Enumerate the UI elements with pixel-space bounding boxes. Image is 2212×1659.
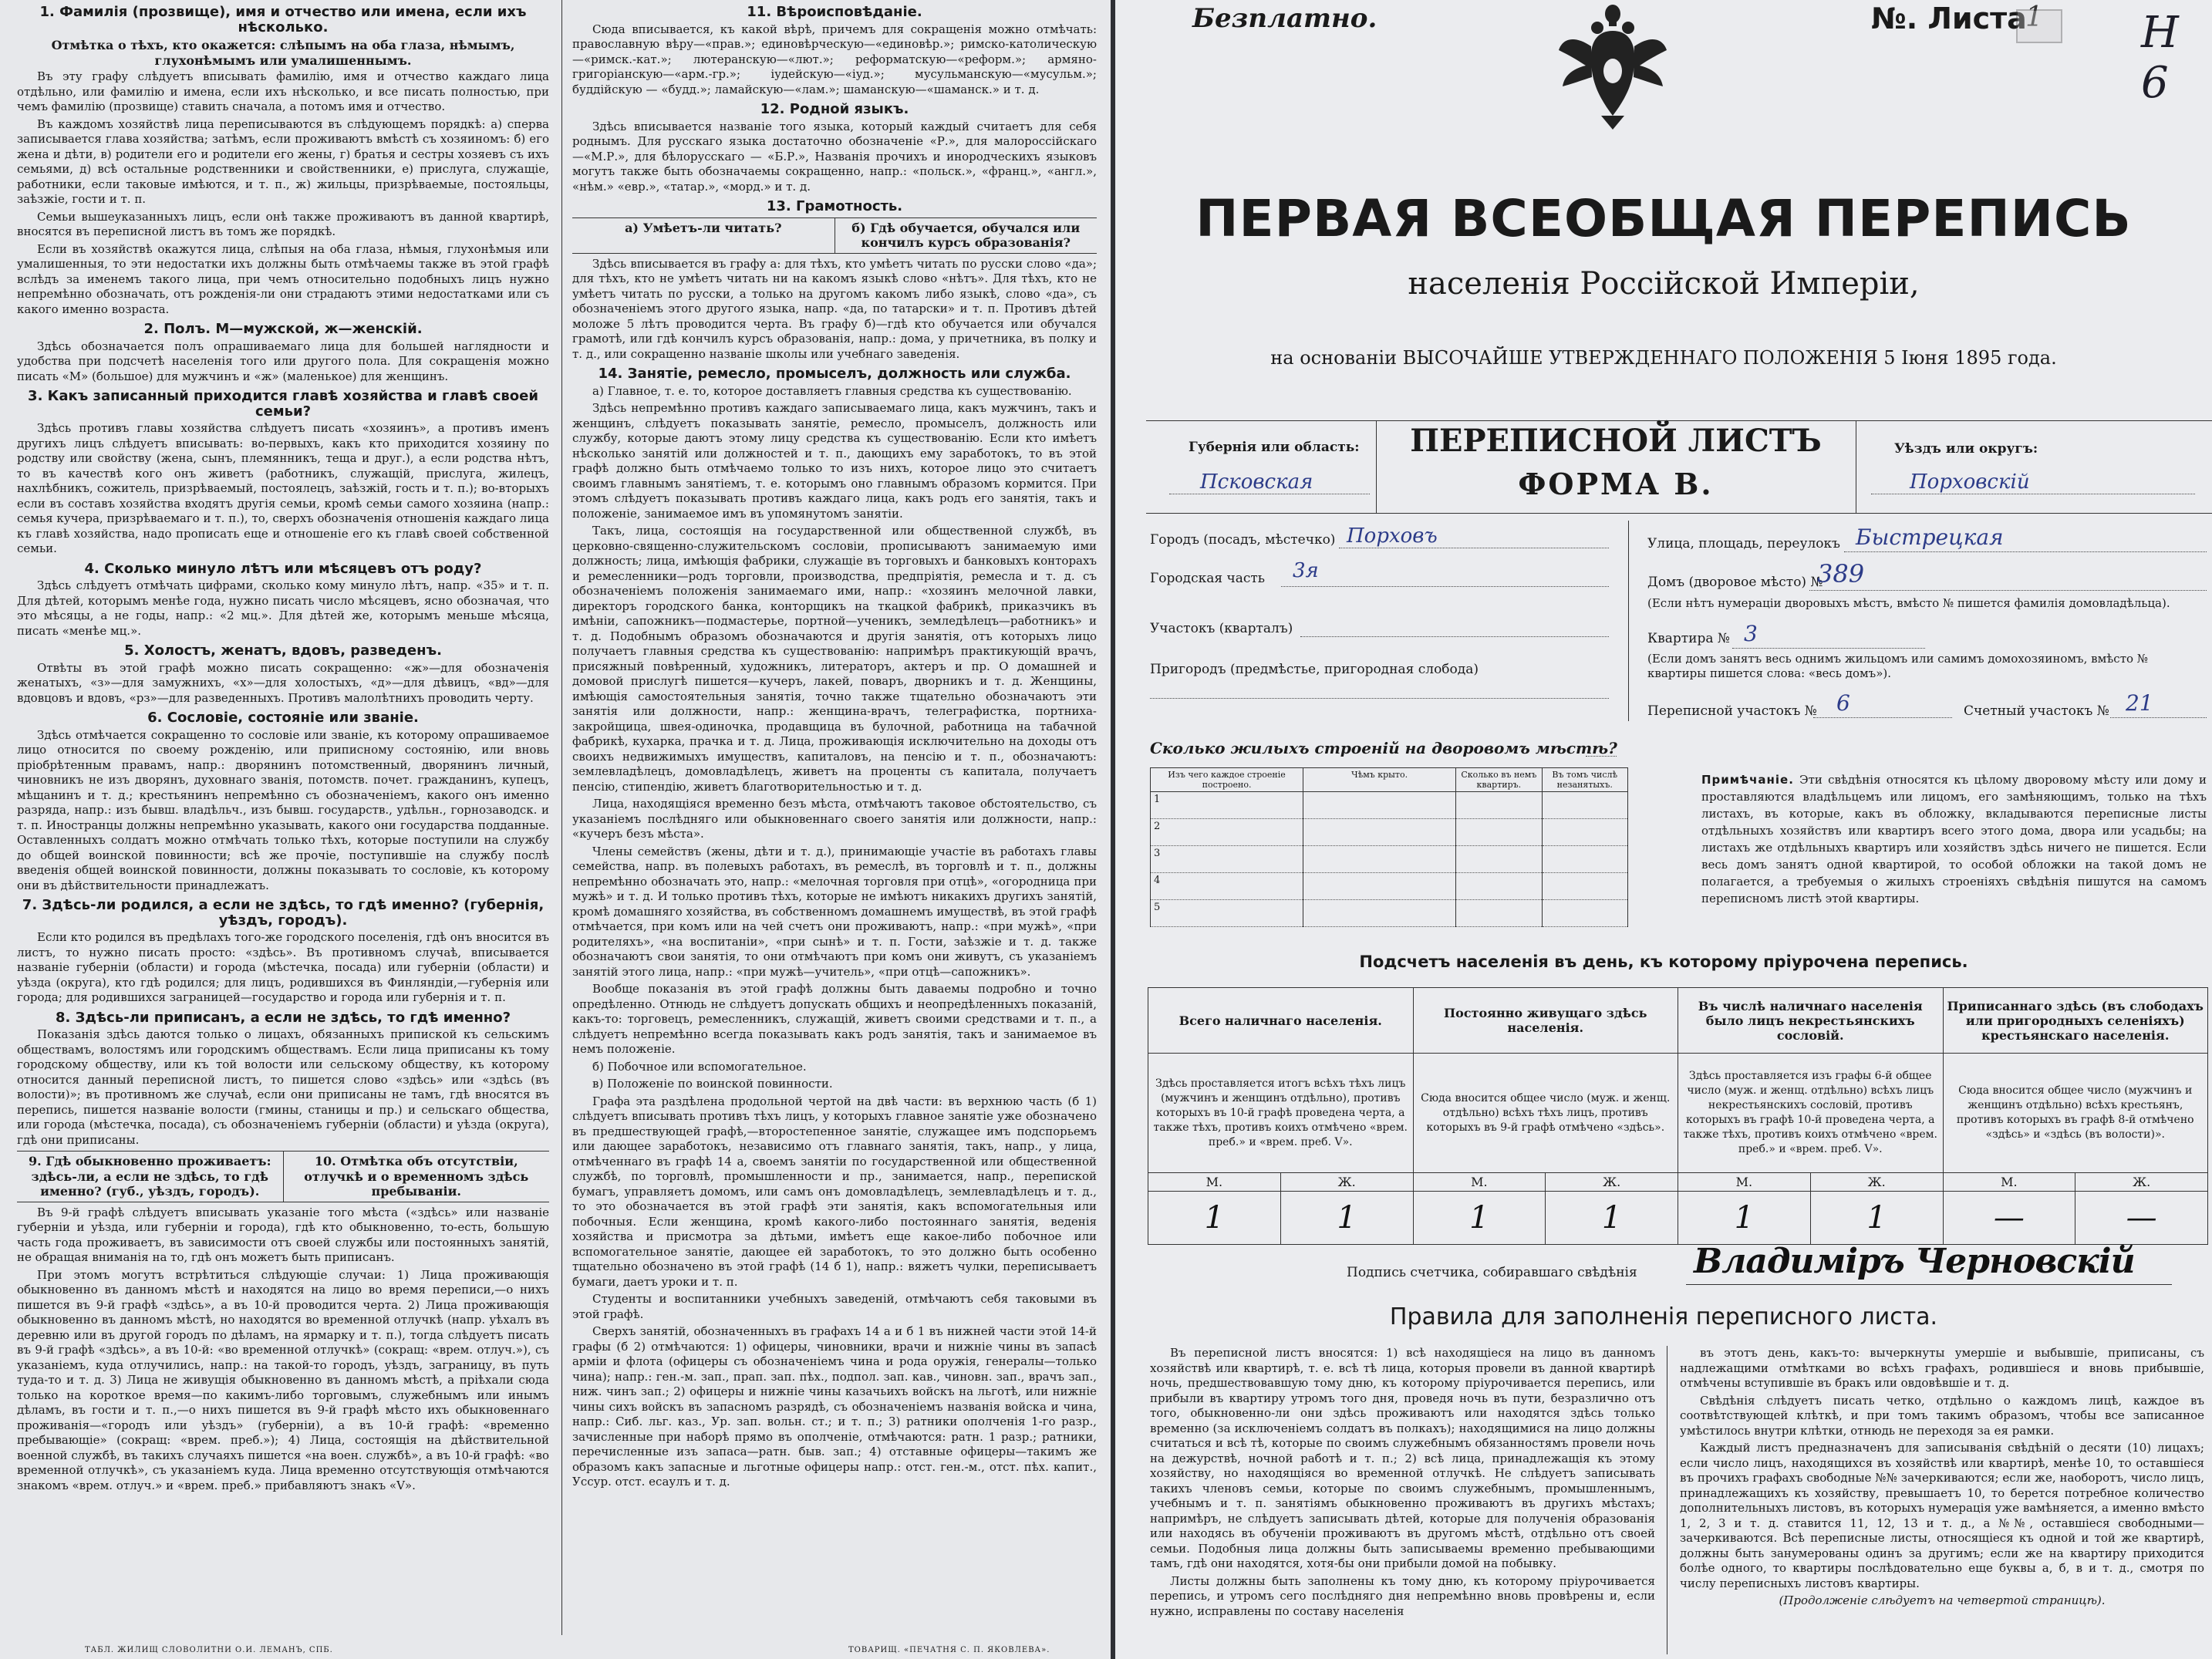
paragraph: Лица, находящіяся временно безъ мѣста, отмѣчаютъ таковое обстоятельство, съ указаніемъ послѣдняго или обыкновеннаго своего занятія или должности, напр.: «кучеръ безъ мѣста».	[572, 797, 1097, 841]
female-column-label: Ж.	[1546, 1173, 1678, 1192]
population-count-cell[interactable]: 1	[1810, 1192, 1943, 1245]
paragraph: Здѣсь отмѣчается сокращенно то сословіе или званіе, къ которому опрашиваемое лицо относится по своему рожденію, или приписному состоянію, или вновь пріобрѣтенным правамъ, напр.: дворянинъ потомственный, дворянинъ личный, чиновникъ не изъ дворянъ, духовнаго званія, потомств. почет. гражданинъ, купецъ, мѣщанинъ и т. д.; крестьянинъ непремѣнно съ обозначеніемъ, какого онъ именно разряда, напр.: изъ бывш. владѣльч., изъ бывш. государств., удѣльн., горнозаводск. и т. п. Иностранцы должны непремѣнно указывать, какого они государства подданные. Оставленныхъ солдатъ можно отмѣчать только тѣхъ, которые поступили на службу до общей воинской повинности; всѣ же прочіе, поступившіе на службу послѣ введенія общей воинской повинности, должны показывать то сословіе, къ которому они въ дѣйствительности принадлежатъ.	[17, 727, 549, 892]
count-table-description: Здѣсь проставляется изъ графы 6-й общее число (муж. и женщ. отдѣльно) всѣхъ лицъ некрестьянскихъ сословій, противъ которыхъ въ графѣ 10-й проведена черта, а также тѣхъ, противъ коихъ отмѣчено «врем. преб.» и «врем. преб. V».	[1678, 1054, 1944, 1173]
building-row-number[interactable]: 1	[1151, 792, 1303, 819]
count-table-header: Въ числѣ наличнаго населенія было лицъ некрестьянскихъ сословій.	[1678, 988, 1944, 1054]
section-heading: 11. Вѣроисповѣданіе.	[747, 4, 922, 20]
count-table-description: Сюда вносится общее число (муж. и женщ. отдѣльно) всѣхъ тѣхъ лицъ, противъ которыхъ въ 9-й графѣ отмѣчено «здѣсь».	[1413, 1054, 1678, 1173]
paragraph: Если кто родился въ предѣлахъ того-же городского поселенія, гдѣ онъ вносится въ листъ, то нужно писать просто: «здѣсь». Въ противномъ случаѣ, вписывается названіе губерніи (области) и города (мѣстечка, посада) или губерніи (области) и уѣзда (округа), кто гдѣ родился; для лицъ, родившихся въ Финляндіи,—губернія или города; для родившихся заграницей—государство и города или губернія и т. п.	[17, 930, 549, 1004]
section-heading: 7. Здѣсь-ли родился, а если не здѣсь, то гдѣ именно? (губернія, уѣздъ, городъ).	[22, 897, 545, 929]
population-count-cell[interactable]: —	[2075, 1192, 2208, 1245]
city-part-underline	[1281, 586, 1609, 587]
street-label: Улица, площадь, переулокъ	[1647, 536, 1840, 551]
suburb-label: Пригородъ (предмѣстье, пригородная слобода)	[1150, 662, 1479, 677]
section-heading: 14. Занятіе, ремесло, промыселъ, должность или служба.	[598, 366, 1071, 382]
rule-paragraph: Каждый листъ предназначенъ для записыванія свѣдѣній о десяти (10) лицахъ; если число лицъ, находящихся въ хозяйствѣ или квартирѣ, менѣе 10, то оставшіеся въ прочихъ графахъ свободные №№ зачеркиваются; если же, наоборотъ, число лицъ, принадлежащихъ къ хозяйству, превышаетъ 10, то берется потребное количество дополнительныхъ листовъ, въ которыхъ нумерація уже вамѣняется, а именно вмѣсто 1, 2, 3 и т. д. ставится 11, 12, 13 и т. д., а №№, оставшіеся свободными—зачеркиваются. Всѣ переписные листы, относящіеся къ одной и той же квартирѣ, должны быть занумерованы одинъ за другимъ; если же на квартиру приходится болѣе одного, то квартиры послѣдовательно еще буквы а, б, в и т. д., смотря по числу переписныхъ листовъ квартиры.	[1680, 1441, 2204, 1590]
paragraph: а) Главное, т. е. то, которое доставляетъ главныя средства къ существованію.	[592, 383, 1072, 398]
section-subheading: Отмѣтка о тѣхъ, кто окажется: слѣпымъ на оба глаза, нѣмымъ, глухонѣмымъ или умалишеннымъ.	[51, 38, 515, 68]
section-heading: 3. Какъ записанный приходится главѣ хозяйства и главѣ своей семьи?	[28, 388, 538, 420]
buildings-table-row	[1151, 900, 1628, 927]
building-cell[interactable]	[1303, 873, 1456, 900]
buildings-table-row	[1151, 846, 1628, 873]
section-heading: 8. Здѣсь-ли приписанъ, а если не здѣсь, то гдѣ именно?	[55, 1009, 511, 1026]
paragraph: Сюда вписывается, къ какой вѣрѣ, причемъ для сокращенія можно отмѣчать: православную вѣру—«прав.»; единовѣрческую—«единовѣр.»; римско-католическую—«римск.-кат.»; лютеранскую—«лют.»; реформатскую—«реформ.»; армяно-григоріанскую—«арм.-гр.»; іудейскую—«іуд.»; мусульманскую—«мусульм.»; буддійскую — «будд.»; ламайскую—«лам.»; шаманскую—«шаманск.» и т. д.	[572, 22, 1097, 96]
instructions-column-1	[17, 0, 549, 1495]
sheet-number-value: 1	[2025, 2, 2043, 33]
buildings-question: Сколько жилыхъ строеній на дворовомъ мѣстѣ?	[1150, 739, 1617, 757]
form-subtitle: населенія Россійской Имперіи,	[1408, 266, 1920, 302]
paragraph: Вообще показанія въ этой графѣ должны быть даваемы подробно и точно опредѣленно. Отнюдь не слѣдуетъ допускать общихъ и неопредѣленныхъ показаній, какъ-то: торговецъ, ремесленникъ, служащій, живетъ своими средствами и т. п., а слѣдуетъ непремѣнно всегда показывать какъ родъ занятія, такъ и занимаемое въ немъ положеніе.	[572, 982, 1097, 1056]
rule-paragraph: Свѣдѣнія слѣдуетъ писать четко, отдѣльно о каждомъ лицѣ, каждое въ соотвѣтствующей клѣткѣ, и при томъ такимъ образомъ, чтобы все записанное умѣстилось внутри клѣтки, отнюдь не переходя за ея рамки.	[1680, 1393, 2204, 1438]
building-cell[interactable]	[1456, 900, 1542, 927]
rules-column-2	[1680, 1346, 2204, 1611]
district-value: Порховскій	[1910, 470, 2030, 494]
form-title: ПЕРВАЯ ВСЕОБЩАЯ ПЕРЕПИСЬ	[1195, 189, 2132, 248]
male-column-label: М.	[1678, 1173, 1811, 1192]
buildings-table-header: Сколько въ немъ квартиръ.	[1456, 768, 1542, 792]
count-area-underline	[2110, 717, 2207, 718]
paragraph: Въ каждомъ хозяйствѣ лица переписываются въ слѣдующемъ порядкѣ: а) сперва записывается глава хозяйства; затѣмъ, если проживаютъ вмѣстѣ съ хозяиномъ: б) его жена и дѣти, в) родители его и родители его жены, г) братья и сестры хозяевъ съ ихъ семьями, д) всѣ остальные родственники и свойственники, е) прислуга, служащіе, работники, если таковые имѣются, и т. п., ж) жильцы, призрѣваемые, постояльцы, заѣзжіе, гости и т. п.	[17, 116, 549, 206]
population-count-cell[interactable]: 1	[1280, 1192, 1413, 1245]
count-table-header: Постоянно живущаго здѣсь населенія.	[1413, 988, 1678, 1054]
building-cell[interactable]	[1456, 792, 1542, 819]
paired-heading-cell: а) Умѣетъ-ли читать?	[625, 220, 782, 235]
rule-paragraph: (Продолженіе слѣдуетъ на четвертой страницѣ).	[1779, 1593, 2106, 1607]
building-cell[interactable]	[1542, 792, 1627, 819]
population-count-cell[interactable]: 1	[1546, 1192, 1678, 1245]
female-column-label: Ж.	[1810, 1173, 1943, 1192]
district-label: Уѣздъ или округъ:	[1894, 441, 2038, 457]
paragraph: Члены семействъ (жены, дѣти и т. д.), принимающіе участіе въ работахъ главы семейства, напр. въ полевыхъ работахъ, въ ремеслѣ, въ торговлѣ и т. п., должны непремѣнно обозначать это, напр.: «мелочная торговля при отцѣ», «огородница при мужѣ» и т. д. И только противъ тѣхъ, которые не имѣютъ никакихъ другихъ занятій, кромѣ домашняго хозяйства, въ собственномъ домашнемъ имуществѣ, въ этой графѣ отмѣчается, при комъ или на чей счетъ они проживаютъ, напр.: «при мужѣ», «при родителяхъ», «на воспитаніи», «при сынѣ» и т. п. Гости, заѣзжіе и т. д. также обозначаютъ свои занятія, то они отмѣчаютъ при комъ они живутъ, съ указаніемъ занятій этого лица, напр.: «при мужѣ—учитель», «при отцѣ—сапожникъ».	[572, 844, 1097, 979]
census-form-page	[1115, 0, 2212, 1659]
buildings-table-header: Чѣмъ крыто.	[1303, 768, 1456, 792]
house-underline	[1809, 590, 2207, 591]
free-label: Безплатно.	[1192, 3, 1377, 34]
street-value: Быстрецкая	[1856, 524, 2004, 550]
paragraph: Графа эта раздѣлена продольной чертой на двѣ части: въ верхнюю часть (б 1) слѣдуетъ вписывать противъ тѣхъ лицъ, у которыхъ главное занятіе уже обозначено въ предшествующей графѣ,—второстепенное занятіе, служащее имъ подспорьемъ или дающее заработокъ, независимо отъ главнаго занятія, такъ, напр., у лица, отмѣченнаго въ графѣ 14 а, своемъ занятіи по государственной или общественной службѣ, по торговлѣ, промышленности и пр., занимается, напр., перепиской бумагъ, управляетъ домомъ, или самъ онъ домовладѣлецъ, землевладѣлецъ и т. д., то это обозначается въ этой графѣ эти занятія, какъ вспомогательныя или побочныя. Если женщина, кромѣ какого-либо постояннаго занятія, веденія хозяйства и присмотра за дѣтьми, имѣетъ еще какое-либо побочное или вспомогательное занятіе, дающее ей заработокъ, то это должно быть особенно тщательно обозначено въ этой графѣ (14 б 1), напр.: вяжетъ чулки, переписываетъ бумаги, даетъ уроки и т. п.	[572, 1094, 1097, 1289]
note-text: Эти свѣдѣнія относятся къ цѣлому дворовому мѣсту или дому и проставляются владѣльцемъ или лицомъ, его замѣняющимъ, только на тѣхъ листахъ, въ которые, какъ въ обложку, вкладываются переписные листы отдѣльныхъ хозяйствъ или квартиръ всего этого дома, двора или усадьбы; на листахъ же отдѣльныхъ квартиръ или хозяйствъ здѣсь ничего не пишется. Если весь домъ занятъ одной квартирой, то особой обложки на такой домъ не полагается, а требуемыя о жилыхъ строеніяхъ свѣдѣнія пишутся на самомъ переписномъ листѣ этой квартиры.	[1701, 773, 2207, 905]
population-count-table	[1148, 987, 2208, 1245]
province-value: Псковская	[1200, 470, 1313, 494]
building-cell[interactable]	[1303, 846, 1456, 873]
section-heading: 12. Родной языкъ.	[760, 101, 909, 117]
male-column-label: М.	[1413, 1173, 1546, 1192]
building-cell[interactable]	[1542, 846, 1627, 873]
section-heading: 1. Фамилія (прозвище), имя и отчество или имена, если ихъ нѣсколько.	[39, 4, 527, 35]
building-cell[interactable]	[1303, 819, 1456, 846]
male-column-label: М.	[1148, 1173, 1281, 1192]
house-note: (Если нѣтъ нумераціи дворовыхъ мѣстъ, вмѣсто № пишется фамилія домовладѣльца).	[1647, 596, 2170, 610]
section-heading: 6. Сословіе, состояніе или званіе.	[147, 710, 419, 726]
house-value: 389	[1817, 559, 1865, 588]
printer-imprint-right: ТОВАРИЩ. «ПЕЧАТНЯ С. П. ЯКОВЛЕВА».	[848, 1646, 1050, 1654]
paragraph: б) Побочное или вспомогательное.	[592, 1059, 807, 1074]
building-row-number[interactable]: 4	[1151, 873, 1303, 900]
section-heading: 13. Грамотность.	[766, 198, 903, 214]
population-count-cell[interactable]: 1	[1413, 1192, 1546, 1245]
city-label: Городъ (посадъ, мѣстечко)	[1150, 532, 1336, 548]
paragraph: Здѣсь вписывается названіе того языка, который каждый считаетъ для себя роднымъ. Для русскаго языка достаточно обозначеніе «Р.», для малороссійскаго—«М.Р.», для бѣлорусскаго — «Б.Р.», Названія прочихъ и инородческихъ языковъ могутъ также быть обозначаемы сокращенно, напр.: «польск.», «франц.», «англ.», «нѣм.» «евр.», «татар.», «морд.» и т. д.	[572, 119, 1097, 194]
census-area-label: Переписной участокъ №	[1647, 703, 1817, 719]
building-cell[interactable]	[1542, 900, 1627, 927]
building-cell[interactable]	[1303, 792, 1456, 819]
count-table-description: Здѣсь проставляется итогъ всѣхъ тѣхъ лицъ (мужчинъ и женщинъ отдѣльно), противъ которыхъ въ 10-й графѣ проведена черта, а также тѣхъ, противъ коихъ отмѣчено «врем. преб.» и «врем. преб. V».	[1148, 1054, 1414, 1173]
paragraph: Въ 9-й графѣ слѣдуетъ вписывать указаніе того мѣста («здѣсь» или названіе губерніи и уѣзда, или губерніи и города), гдѣ кто обыкновенно, то-есть, большую часть года проживаетъ, въ зависимости отъ своей службы или постоянныхъ занятій, не обращая вниманія на то, гдѣ онъ можетъ быть приписанъ.	[17, 1205, 549, 1264]
paired-heading	[572, 217, 1097, 254]
column-divider	[561, 0, 562, 1635]
apartment-note: (Если домъ занятъ весь однимъ жильцомъ или самимъ домохозяиномъ, вмѣсто № квартиры пишется слова: «весь домъ»).	[1647, 652, 2148, 680]
city-part-value: 3я	[1293, 559, 1319, 582]
population-count-cell[interactable]: 1	[1148, 1192, 1281, 1245]
buildings-table-row	[1151, 819, 1628, 846]
buildings-table	[1150, 767, 1628, 927]
building-cell[interactable]	[1456, 846, 1542, 873]
population-count-cell[interactable]: —	[1943, 1192, 2075, 1245]
census-area-value: 6	[1836, 690, 1850, 716]
buildings-table-header: Изъ чего каждое строеніе построено.	[1151, 768, 1303, 792]
section-heading: 5. Холостъ, женатъ, вдовъ, разведенъ.	[124, 642, 442, 659]
precinct-underline	[1300, 636, 1609, 637]
paragraph: Такъ, лица, состоящія на государственной или общественной службѣ, въ церковно-священно-служительскомъ сословіи, прописываютъ занимаемую ими должность; лица, имѣющія фабрики, служащіе въ торговыхъ и банковыхъ конторахъ и ремесленники—родъ торговли, производства, предпріятія, ремесла и т. д. съ обозначеніемъ положенія занимаемаго ими, напр.: «хозяинъ мелочной лавки, директоръ городского банка, конторщикъ на ткацкой фабрикѣ, приказчикъ въ имѣніи, сапожникъ—подмастерье, портной—ученикъ, земледѣлецъ—работникъ» и т. д. Подобнымъ образомъ обозначаются и другія занятія, отъ которыхъ лицо получаетъ главныя средства къ существованію: напримѣръ практикующій врачъ, присяжный повѣренный, художникъ, литераторъ, актеръ и пр. О домашней и домовой прислугѣ пишется—кучеръ, лакей, поваръ, дворникъ и т. д. Женщины, имѣющія самостоятельныя занятія, точно также тщательно обозначаютъ эти занятія или должности, напр.: женщина-врачъ, телеграфистка, портниха-закройщица, швея-одиночка, продавщица въ булочной, работница на табачной фабрикѣ, кухарка, прачка и т. д. Лица, проживающія исключительно на доходы отъ своихъ недвижимыхъ имуществъ, капиталовъ, на пенсію и т. п., обозначаютъ: землевладѣлецъ, домовладѣлецъ, живетъ на проценты съ капитала, получаетъ пенсію, стипендію, живетъ благотворительностью и т. д.	[572, 524, 1097, 794]
apartment-label: Квартира №	[1647, 631, 1730, 646]
building-cell[interactable]	[1456, 873, 1542, 900]
paragraph: Показанія здѣсь даются только о лицахъ, обязанныхъ припиской къ сельскимъ обществамъ, волостямъ или городскимъ обществамъ. Если лица приписаны къ тому городскому обществу, или къ той волости или сельскому обществу, къ которому относится данный переписной листъ, то пишется слово «здѣсь» или «здѣсь (въ волости)»; въ противномъ же случаѣ, если они приписаны не тамъ, гдѣ вносятся въ перепись, пишется названіе волости (гмины, станицы и пр.) и сельскаго общества, или города (мѣстечка, посада), съ обозначеніемъ губерніи (области) и уѣзда (округа), гдѣ они приписаны.	[17, 1027, 549, 1147]
male-column-label: М.	[1943, 1173, 2075, 1192]
signature-label: Подпись счетчика, собиравшаго свѣдѣнія	[1347, 1265, 1637, 1280]
counter-signature: Владиміръ Черновскій	[1694, 1242, 2135, 1281]
city-part-label: Городская часть	[1150, 571, 1266, 586]
female-column-label: Ж.	[2075, 1173, 2208, 1192]
count-title: Подсчетъ населенія въ день, къ которому пріурочена перепись.	[1359, 953, 1968, 971]
paragraph: Семьи вышеуказанныхъ лицъ, если онѣ также проживаютъ въ данной квартирѣ, вносятся въ переписной листъ въ томъ же порядкѣ.	[17, 209, 549, 238]
rule-paragraph: Въ переписной листъ вносятся: 1) всѣ находящіеся на лицо въ данномъ хозяйствѣ или квартирѣ, т. е. всѣ тѣ лица, которыя провели въ данной квартирѣ ночь, предшествовавшую тому дню, къ которому пріурочивается перепись, или прибыли въ квартиру утромъ того дня, проведя ночь въ пути, безразлично отъ того, обыкновенно-ли они здѣсь проживаютъ или находятся здѣсь только временно (за исключеніемъ солдатъ въ полкахъ); находящимися на лицо должны считаться и всѣ тѣ, которые по своимъ служебнымъ обязанностямъ провели ночь на дежурствѣ, ночной работѣ и т. п.; 2) всѣ лица, принадлежащія къ этому хозяйству, но находящіяся во временной отлучкѣ. Не слѣдуетъ записывать такихъ членовъ семьи, которые по своимъ служебнымъ, промышленнымъ, учебнымъ и т. п. занятіямъ обыкновенно проживаютъ въ другихъ мѣстахъ; напримѣръ, не слѣдуетъ записывать дѣтей, которые для полученія образованія или находясь въ обученіи проживаютъ въ другомъ мѣстѣ, отдѣльно отъ своей семьи. Подобныя лица должны быть записываемы временно пребывающими тамъ, гдѣ они находятся, хотя-бы они прибыли домой на побывку.	[1150, 1346, 1655, 1570]
address-divider	[1628, 521, 1629, 721]
building-cell[interactable]	[1303, 900, 1456, 927]
building-cell[interactable]	[1542, 819, 1627, 846]
building-row-number[interactable]: 2	[1151, 819, 1303, 846]
province-label: Губернія или область:	[1189, 440, 1360, 455]
rules-title: Правила для заполненія переписного листа.	[1389, 1303, 1938, 1330]
paired-heading-cell: 10. Отмѣтка объ отсутствіи, отлучкѣ и о временномъ здѣсь пребываніи.	[283, 1152, 550, 1202]
census-area-underline	[1813, 717, 1952, 718]
buildings-underline	[1586, 756, 1617, 757]
sheet-number-box	[2016, 9, 2062, 43]
rule-paragraph: Листы должны быть заполнены къ тому дню, къ которому пріурочивается перепись, и утромъ сего послѣдняго дня непремѣнно вновь провѣрены и, если нужно, исправлены по составу населенія	[1150, 1573, 1655, 1618]
note-block	[1701, 771, 2207, 907]
count-area-label: Счетный участокъ №	[1964, 703, 2109, 719]
rules-column-1	[1150, 1346, 1655, 1621]
paragraph: Здѣсь обозначается полъ опрашиваемаго лица для большей наглядности и удобства при подсчетѣ населенія того или другого пола. Для сокращенія можно писать «М» (большое) для мужчинъ и «ж» (маленькое) для женщинъ.	[17, 339, 549, 383]
paragraph: Здѣсь непремѣнно противъ каждаго записываемаго лица, какъ мужчинъ, такъ и женщинъ, слѣдуетъ показывать занятіе, ремесло, промыселъ, должность или службу, которые даютъ этому лицу средства къ существованію. Если кто имѣетъ нѣсколько занятій или должностей и т. п., дающихъ ему заработокъ, то въ этой графѣ должно быть отмѣчаемо только то изъ нихъ, которое лицо это считаетъ своимъ главнымъ занятіемъ, т. е. которымъ оно главнымъ образомъ кормится. При этомъ слѣдуетъ показывать противъ каждаго лица, какъ родъ его занятія, такъ и положеніе, занимаемое имъ въ упомянутомъ занятіи.	[572, 401, 1097, 521]
signature-line	[1686, 1284, 2172, 1285]
instructions-column-2	[572, 0, 1097, 1492]
buildings-table-row	[1151, 873, 1628, 900]
building-row-number[interactable]: 3	[1151, 846, 1303, 873]
printer-imprint-left: ТАБЛ. ЖИЛИЩ СЛОВОЛИТНИ О.И. ЛЕМАНЪ, СПБ.	[85, 1646, 333, 1654]
apartment-value: 3	[1744, 621, 1758, 646]
paragraph: Если въ хозяйствѣ окажутся лица, слѣпыя на оба глаза, нѣмыя, глухонѣмыя или умалишенныя, то эти недостатки ихъ должны быть отмѣчаемы также въ этой графѣ вслѣдъ за именемъ такого лица, при чемъ относительно подобныхъ лицъ нужно непремѣнно обозначать, отъ рожденія-ли они страдаютъ этими недостатками или съ какого именно возраста.	[17, 241, 549, 316]
form-basis: на основаніи ВЫСОЧАЙШЕ УТВЕРЖДЕННАГО ПОЛОЖЕНІЯ 5 Іюня 1895 года.	[1270, 347, 2057, 369]
paragraph: Здѣсь слѣдуетъ отмѣчать цифрами, сколько кому минуло лѣтъ, напр. «35» и т. п. Для дѣтей, которымъ менѣе года, нужно писать число мѣсяцевъ, ясно обозначая, что это мѣсяцы, а не годы, напр.: «2 мц.». Для дѣтей же, которымъ меньше мѣсяца, писать «менѣе мц.».	[17, 578, 549, 638]
buildings-table-header: Въ томъ числѣ незанятыхъ.	[1542, 768, 1627, 792]
paired-heading-cell: б) Гдѣ обучается, обучался или кончилъ курсъ образованія?	[835, 218, 1098, 253]
house-label: Домъ (дворовое мѣсто) №	[1647, 575, 1823, 590]
paragraph: Отвѣты въ этой графѣ можно писать сокращенно: «ж»—для обозначенія женатыхъ, «з»—для замужнихъ, «х»—для холостыхъ, «д»—для дѣвицъ, «вд»—для вдовцовъ и вдовъ, «рз»—для разведенныхъ. Противъ малолѣтнихъ проводить черту.	[17, 660, 549, 705]
paragraph: Здѣсь противъ главы хозяйства слѣдуетъ писать «хозяинъ», а противъ именъ другихъ лицъ слѣдуетъ вписывать: во-первыхъ, какъ кто приходится хозяину по родству или свойству (жена, сынъ, племянникъ, теща и друг.), а если родства нѣтъ, то въ качествѣ кого онъ живетъ (работникъ, служащій, прислуга, жилецъ, нахлѣбникъ, сожитель, призрѣваемый, постоялецъ, заѣзжій, гость и т. п.); во-вторыхъ если въ составъ хозяйства входятъ другія семьи, кромѣ семьи самого хозяина (напр.: семья кучера, призрѣваемаго и т. п.), то, сверхъ обозначенія отношенія каждаго лица къ главѣ хозяйства, надо прописать еще и отношеніе его къ главѣ своей собственной семьи.	[17, 421, 549, 555]
paired-heading-cell: 9. Гдѣ обыкновенно проживаетъ: здѣсь-ли, а если не здѣсь, то гдѣ именно? (губ., уѣздъ, городъ).	[29, 1154, 271, 1199]
population-count-cell[interactable]: 1	[1678, 1192, 1811, 1245]
header-rule-top	[1146, 420, 2212, 421]
building-cell[interactable]	[1542, 873, 1627, 900]
sheet-number-label: №. Листа	[1871, 2, 2027, 35]
paragraph: Здѣсь вписывается въ графу а: для тѣхъ, кто умѣетъ читать по русски слово «да»; для тѣхъ, кто не умѣетъ читать ни на какомъ языкѣ слово «нѣтъ». Для тѣхъ, кто не умѣетъ читать по русски, а только на другомъ какомъ либо языкѣ, слово «да», съ обозначеніемъ этого другого языка, напр. «да, по татарски» и т. п. Противъ дѣтей моложе 5 лѣтъ проводится черта. Въ графу б)—гдѣ кто обучается или обучался грамотѣ, или гдѣ кончилъ курсъ образованія, напр.: дома, у причетника, въ полку и т. д., или сокращенно названіе школы или учебнаго заведенія.	[572, 256, 1097, 361]
count-area-value: 21	[2126, 690, 2153, 716]
paragraph: Студенты и воспитанники учебныхъ заведеній, отмѣчаютъ себя таковыми въ этой графѣ.	[572, 1292, 1097, 1321]
corner-note: Н 6	[2141, 8, 2179, 108]
suburb-underline	[1150, 698, 1609, 699]
paragraph: в) Положеніе по воинской повинности.	[592, 1077, 833, 1091]
count-table-header: Всего наличнаго населенія.	[1148, 988, 1414, 1054]
section-heading: 2. Полъ. М—мужской, ж—женскій.	[143, 321, 423, 337]
buildings-table-row	[1151, 792, 1628, 819]
building-cell[interactable]	[1456, 819, 1542, 846]
header-rule-bottom	[1146, 513, 2212, 514]
paired-heading	[17, 1151, 549, 1202]
count-table-header: Приписаннаго здѣсь (въ слободахъ или пригородныхъ селеніяхъ) крестьянскаго населенія.	[1943, 988, 2208, 1054]
rule-paragraph: въ этотъ день, какъ-то: вычеркнуты умершіе и выбывшіе, приписаны, съ надлежащими отмѣтками во всѣхъ графахъ, родившіеся и вновь прибывшіе, отмѣчены вступившіе въ бракъ или овдовѣвшіе и т. д.	[1680, 1346, 2204, 1390]
street-underline	[1844, 551, 2207, 552]
note-title: Примѣчаніе.	[1701, 773, 1794, 787]
section-heading: 4. Сколько минуло лѣтъ или мѣсяцевъ отъ роду?	[84, 560, 482, 577]
form-name: ПЕРЕПИСНОЙ ЛИСТЪ	[1410, 423, 1822, 459]
count-table-description: Сюда вносится общее число (мужчинъ и женщинъ отдѣльно) всѣхъ крестьянъ, противъ которыхъ въ графѣ 8-й отмѣчено «здѣсь» и «здѣсь (въ волости)».	[1943, 1054, 2208, 1173]
building-row-number[interactable]: 5	[1151, 900, 1303, 927]
paragraph: Сверхъ занятій, обозначенныхъ въ графахъ 14 а и б 1 въ нижней части этой 14-й графы (б 2) отмѣчаются: 1) офицеры, чиновники, врачи и нижніе чины въ запасѣ арміи и флота (офицеры съ обозначеніемъ чина и рода оружія, генералы—только чина); напр.: ген.-м. зап., прап. зап. пѣх., подпол. зап. кав., чиновн. зап., врачъ зап., ниж. чинъ зап.; 2) офицеры и нижніе чины казачьихъ войскъ на льготѣ, или нижніе чины сихъ войскъ въ запасномъ разрядѣ, съ обозначеніемъ названія войска и чина, напр.: Сиб. льг. каз., Ур. зап. вольн. ст.; и т. п.; 3) ратники ополченія 1-го разр., зачисленные при наборѣ прямо въ ополченіе, отмѣчаются: ратн. 1 разр.; ратники, перечисленные изъ запаса—ратн. быв. зап.; 4) отставные офицеры—такимъ же образомъ какъ запасные и льготные офицеры напр.: отст. ген.-м., отст. пѣх. капит., Уссур. отст. есаулъ и т. д.	[572, 1324, 1097, 1489]
paragraph: При этомъ могутъ встрѣтиться слѣдующіе случаи: 1) Лица проживающія обыкновенно въ данномъ мѣстѣ и находятся на лицо во время переписи,—о нихъ пишется въ 9-й графѣ «здѣсь», а въ 10-й проводится черта. 2) Лица проживающія обыкновенно въ данномъ мѣстѣ, но находятся во временной отлучкѣ (напр. уѣхалъ въ деревню или въ другой городъ по дѣламъ, на ярмарку и т. п.), тогда слѣдуетъ писать въ 9-й графѣ «здѣсь», а въ 10-й: «во временной отлучкѣ» (сокращ: «врем. отлуч.»), съ указаніемъ, куда отлучились, напр.: на такой-то городъ, уѣздъ, заграницу, въ путь туда-то и т. д. 3) Лица не живущія обыкновенно въ данномъ мѣстѣ, а пріѣхали сюда только на короткое время—по какимъ-либо торговымъ, служебнымъ или инымъ дѣламъ, въ гости и т. п.,—о нихъ пишется въ 9-й графѣ мѣсто ихъ обыкновеннаго проживанія—«городъ или уѣздъ» (губерніи), а въ 10-й графѣ: «временно пребывающіе» (сокращ: «врем. преб.»); 4) Лица, состоящія на дѣйствительной военной службѣ, въ такихъ случаяхъ пишется «на воен. службѣ», а въ 10-й графѣ: «во временной отлучкѣ», съ указаніемъ куда. Лица временно отсутствующія отмѣчаются знакомъ «врем. отлуч.» и «врем. преб.» прибавляютъ знакъ «V».	[17, 1267, 549, 1492]
double-headed-eagle-emblem	[1555, 0, 1671, 131]
form-letter: ФОРМА В.	[1518, 467, 1714, 501]
paragraph: Въ эту графу слѣдуетъ вписывать фамилію, имя и отчество каждаго лица отдѣльно, или фамилію и имена, если ихъ нѣсколько, и все писать полностью, при чемъ фамилію (прозвище) ставить сначала, а потомъ имя и отчество.	[17, 69, 549, 113]
female-column-label: Ж.	[1280, 1173, 1413, 1192]
precinct-label: Участокъ (кварталъ)	[1150, 621, 1293, 636]
city-value: Порховъ	[1347, 524, 1438, 548]
apartment-underline	[1732, 648, 1925, 649]
